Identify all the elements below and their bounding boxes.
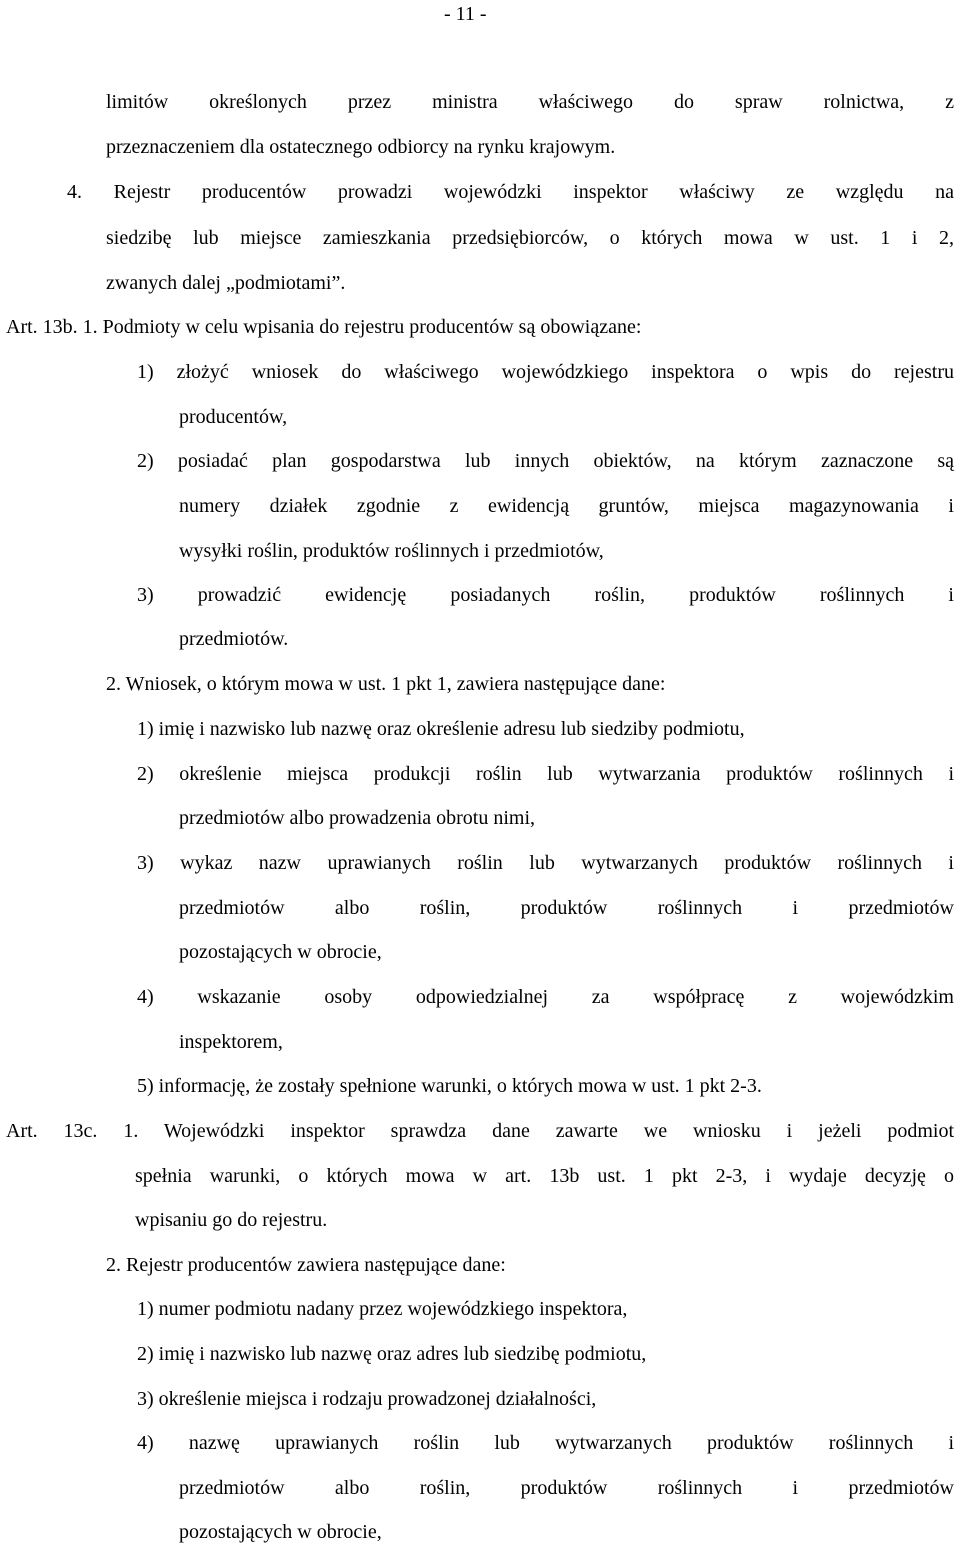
text-line: 3) określenie miejsca i rodzaju prowadzonej działalności,	[137, 1388, 597, 1410]
article-heading-13c: Art. 13c. 1. Wojewódzki inspektor sprawdza dane zawarte we wniosku i jeżeli podmiot	[6, 1120, 954, 1142]
text-line: spełnia warunki, o których mowa w art. 13b ust. 1 pkt 2-3, i wydaje decyzję o	[135, 1165, 954, 1187]
text-line: przeznaczeniem dla ostatecznego odbiorcy na rynku krajowym.	[106, 136, 616, 158]
text-line: 1) imię i nazwisko lub nazwę oraz określenie adresu lub siedziby podmiotu,	[137, 718, 745, 740]
text-line: 3) wykaz nazw uprawianych roślin lub wytwarzanych produktów roślinnych i	[137, 852, 954, 874]
text-line: 5) informację, że zostały spełnione warunki, o których mowa w ust. 1 pkt 2-3.	[137, 1075, 762, 1097]
text-line: wpisaniu go do rejestru.	[135, 1209, 328, 1231]
article-heading-13b: Art. 13b. 1. Podmioty w celu wpisania do rejestru producentów są obowiązane:	[6, 316, 642, 338]
text-line: 4) wskazanie osoby odpowiedzialnej za współpracę z wojewódzkim	[137, 986, 954, 1008]
text-line: 4) nazwę uprawianych roślin lub wytwarzanych produktów roślinnych i	[137, 1432, 954, 1454]
text-line: numery działek zgodnie z ewidencją gruntów, miejsca magazynowania i	[179, 495, 954, 517]
text-line: 1) numer podmiotu nadany przez wojewódzkiego inspektora,	[137, 1298, 628, 1320]
text-line: 4. Rejestr producentów prowadzi wojewódzki inspektor właściwy ze względu na	[67, 181, 954, 203]
text-line: producentów,	[179, 406, 288, 428]
text-line: 2) imię i nazwisko lub nazwę oraz adres lub siedzibę podmiotu,	[137, 1343, 647, 1365]
text-line: inspektorem,	[179, 1031, 283, 1053]
text-line: 1) złożyć wniosek do właściwego wojewódzkiego inspektora o wpis do rejestru	[137, 361, 954, 383]
text-line: siedzibę lub miejsce zamieszkania przedsiębiorców, o których mowa w ust. 1 i 2,	[106, 227, 954, 249]
text-line: limitów określonych przez ministra właściwego do spraw rolnictwa, z	[106, 91, 954, 113]
text-line: 2) posiadać plan gospodarstwa lub innych obiektów, na którym zaznaczone są	[137, 450, 954, 472]
text-line: przedmiotów albo roślin, produktów roślinnych i przedmiotów	[179, 1477, 954, 1499]
text-line: pozostających w obrocie,	[179, 941, 382, 963]
text-line: pozostających w obrocie,	[179, 1521, 382, 1543]
text-line: 2) określenie miejsca produkcji roślin lub wytwarzania produktów roślinnych i	[137, 763, 954, 785]
text-line: 2. Rejestr producentów zawiera następujące dane:	[106, 1254, 506, 1276]
text-line: przedmiotów.	[179, 628, 289, 650]
text-line: zwanych dalej „podmiotami”.	[106, 272, 346, 294]
page-number: - 11 -	[444, 3, 487, 25]
text-line: przedmiotów albo roślin, produktów roślinnych i przedmiotów	[179, 897, 954, 919]
text-line: przedmiotów albo prowadzenia obrotu nimi,	[179, 807, 536, 829]
text-line: 3) prowadzić ewidencję posiadanych roślin, produktów roślinnych i	[137, 584, 954, 606]
text-line: wysyłki roślin, produktów roślinnych i przedmiotów,	[179, 540, 604, 562]
text-line: 2. Wniosek, o którym mowa w ust. 1 pkt 1, zawiera następujące dane:	[106, 673, 666, 695]
